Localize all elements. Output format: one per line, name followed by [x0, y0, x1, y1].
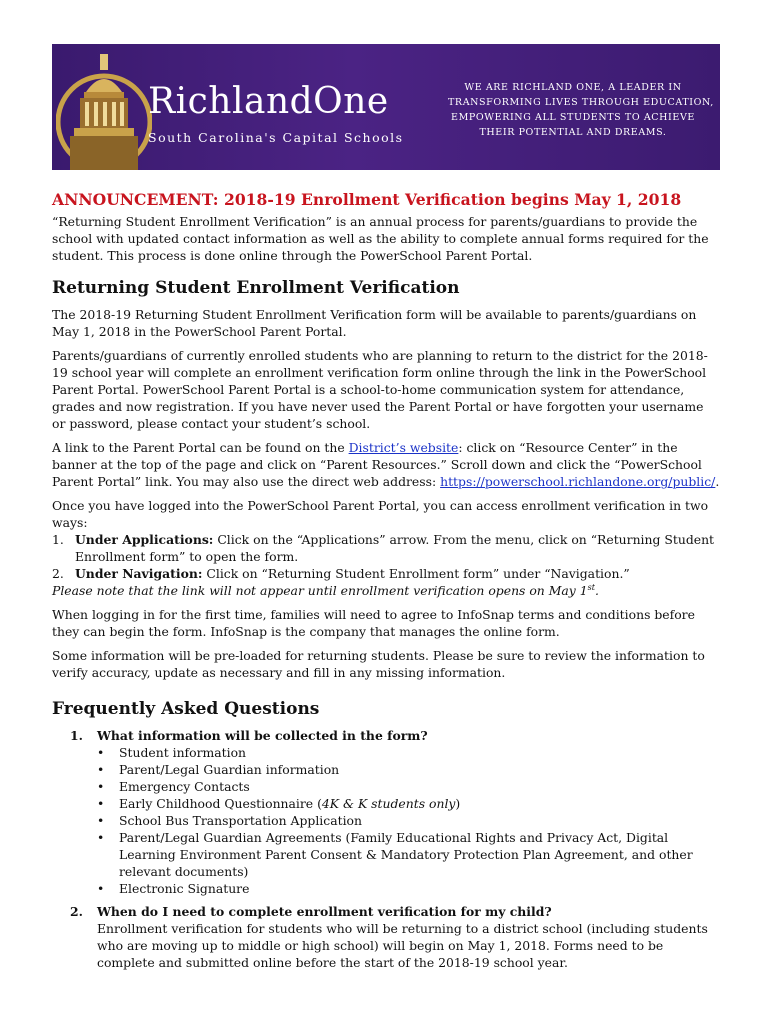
- mission-statement: [448, 80, 714, 140]
- mission-line: THEIR POTENTIAL AND DREAMS.: [479, 127, 667, 138]
- p3-text-after: .: [715, 474, 720, 489]
- brand-name: RichlandOne: [148, 81, 389, 122]
- bullet-icon: •: [97, 779, 105, 794]
- way-number: 2.: [52, 566, 64, 581]
- bullet-text: Student information: [119, 745, 247, 760]
- way-number: 1.: [52, 532, 64, 547]
- richland-one-banner: [52, 44, 720, 170]
- p3-text-middle: : click on “Resource Center” in the banner at the top of the page and click on “Parent Resources.” Scroll down and click the “PowerSchool Parent Portal” link. You may also use the direct web address:: [52, 440, 702, 489]
- list-item: [52, 565, 720, 582]
- list-item: [97, 795, 720, 812]
- bullet-icon: •: [97, 762, 105, 777]
- bullet-text: Electronic Signature: [119, 881, 250, 896]
- bullet-icon: •: [97, 830, 105, 845]
- way-description: Click on “Returning Student Enrollment form” under “Navigation.”: [202, 566, 630, 581]
- document-page: [52, 44, 720, 971]
- mission-line: TRANSFORMING LIVES THROUGH EDUCATION,: [448, 97, 714, 108]
- bullet-icon: •: [97, 881, 105, 896]
- faq-body: [97, 727, 720, 897]
- bullet-text-italic: 4K & K students only: [321, 796, 456, 811]
- returning-paragraph-5: When logging in for the first time, families will need to agree to InfoSnap terms and conditions before they can begin the form. InfoSnap is the company that manages the online form.: [52, 607, 695, 639]
- announcement-title: ANNOUNCEMENT: 2018-19 Enrollment Verification begins May 1, 2018: [52, 190, 682, 209]
- faq-body: [97, 903, 720, 971]
- capitol-dome-icon: [56, 52, 152, 170]
- bullet-text: Emergency Contacts: [119, 779, 250, 794]
- bullet-text: Parent/Legal Guardian information: [119, 762, 340, 777]
- faq-question-text: What information will be collected in the form?: [97, 728, 428, 743]
- way-text: [75, 565, 630, 582]
- list-item: [97, 812, 720, 829]
- bullet-text: Parent/Legal Guardian Agreements (Family Educational Rights and Privacy Act, Digital Learning Environment Parent Consent & Mandatory Protection Plan Agreement, and other relevant documents): [119, 830, 693, 879]
- way-label: Under Navigation:: [75, 566, 203, 581]
- faq-number: 2.: [70, 904, 83, 919]
- returning-paragraph-6: Some information will be pre-loaded for returning students. Please be sure to review the information to verify accuracy, update as necessary and fill in any missing information.: [52, 648, 705, 680]
- link-availability-note: [52, 582, 720, 599]
- bullet-icon: •: [97, 813, 105, 828]
- list-item: [97, 829, 720, 880]
- brand-tagline: South Carolina's Capital Schools: [148, 130, 404, 145]
- way-text: [75, 531, 720, 565]
- access-ways-list: [52, 531, 720, 582]
- faq-number: 1.: [70, 728, 83, 743]
- faq-answer-text: Enrollment verification for students who will be returning to a district school (including students who are moving up to middle or high school) will begin on May 1, 2018. Forms need to be complete and submitted online before the start of the 2018-19 school year.: [97, 921, 708, 970]
- mission-line: EMPOWERING ALL STUDENTS TO ACHIEVE: [451, 112, 695, 123]
- brand-block: [148, 81, 404, 145]
- returning-paragraph-2: Parents/guardians of currently enrolled students who are planning to return to the district for the 2018-19 school year will complete an enrollment verification form online through the link in the PowerSchool Parent Portal. PowerSchool Parent Portal is a school-to-home communication system for attendance, grades and now registration. If you have never used the Parent Portal or have forgotten your username or password, please contact your student’s school.: [52, 348, 708, 431]
- bullet-text-end: ): [455, 796, 461, 811]
- list-item: [97, 761, 720, 778]
- announcement-intro: “Returning Student Enrollment Verification” is an annual process for parents/guardians to provide the school with updated contact information as well as the ability to complete annual forms required for the student. This process is done online through the PowerSchool Parent Portal.: [52, 214, 709, 263]
- way-label: Under Applications:: [75, 532, 214, 547]
- faq-question-1: [70, 727, 720, 897]
- bullet-text: School Bus Transportation Application: [119, 813, 362, 828]
- list-item: [97, 744, 720, 761]
- list-item: [97, 880, 720, 897]
- bullet-icon: •: [97, 745, 105, 760]
- faq-question-2: [70, 903, 720, 971]
- faq-bullet-list: [97, 744, 720, 897]
- powerschool-url-link[interactable]: https://powerschool.richlandone.org/public/: [440, 474, 716, 489]
- district-website-link[interactable]: District’s website: [348, 440, 459, 455]
- faq-question-text: When do I need to complete enrollment verification for my child?: [97, 904, 552, 919]
- p3-text-before: A link to the Parent Portal can be found on the: [52, 440, 349, 455]
- returning-paragraph-3: [52, 439, 720, 490]
- list-item: [97, 778, 720, 795]
- note-text: Please note that the link will not appear until enrollment verification opens on May 1: [52, 583, 588, 598]
- bullet-text: [119, 795, 460, 812]
- note-superscript: st: [587, 583, 595, 592]
- note-end: .: [594, 583, 599, 598]
- returning-heading: Returning Student Enrollment Verification: [52, 278, 460, 298]
- returning-paragraph-4: Once you have logged into the PowerSchool Parent Portal, you can access enrollment verification in two ways:: [52, 498, 709, 530]
- returning-paragraph-1: The 2018-19 Returning Student Enrollment Verification form will be available to parents/guardians on May 1, 2018 in the PowerSchool Parent Portal.: [52, 307, 697, 339]
- faq-heading: Frequently Asked Questions: [52, 699, 320, 719]
- mission-line: WE ARE RICHLAND ONE, A LEADER IN: [464, 82, 682, 93]
- way-description: Click on the “Applications” arrow. From the menu, click on “Returning Student Enrollment form” to open the form.: [75, 532, 715, 564]
- faq-list: [52, 727, 720, 971]
- bullet-text-start: Early Childhood Questionnaire (: [119, 796, 322, 811]
- bullet-icon: •: [97, 796, 105, 811]
- list-item: [52, 531, 720, 565]
